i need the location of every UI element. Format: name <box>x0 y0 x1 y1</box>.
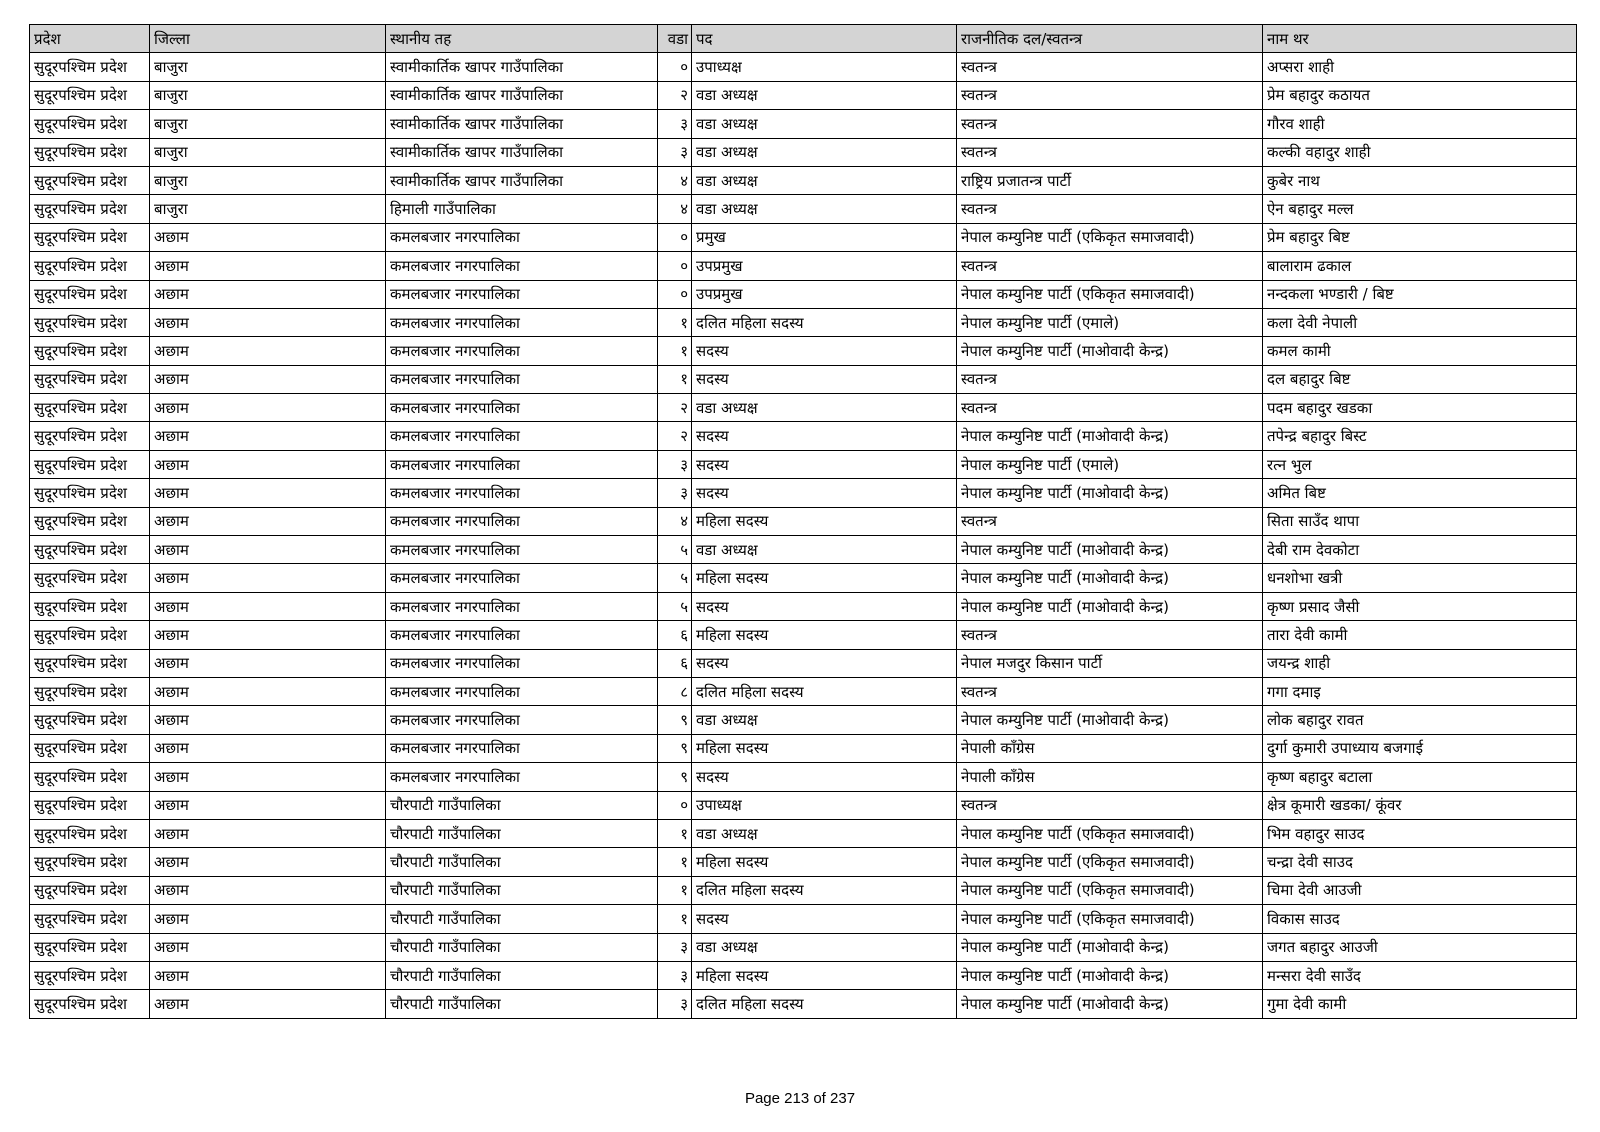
cell-post: महिला सदस्य <box>692 848 957 876</box>
cell-district: अछाम <box>150 706 386 734</box>
cell-party: नेपाल मजदुर किसान पार्टी <box>957 649 1263 677</box>
cell-party: स्वतन्त्र <box>957 621 1263 649</box>
table-header <box>30 25 1577 53</box>
cell-name: तपेन्द्र बहादुर बिस्ट <box>1263 422 1577 450</box>
table-row <box>30 81 1577 109</box>
cell-name: कल्की वहादुर शाही <box>1263 138 1577 166</box>
cell-district: अछाम <box>150 791 386 819</box>
table-row <box>30 848 1577 876</box>
cell-province: सुदूरपश्चिम प्रदेश <box>30 138 150 166</box>
cell-province: सुदूरपश्चिम प्रदेश <box>30 791 150 819</box>
cell-province: सुदूरपश्चिम प्रदेश <box>30 280 150 308</box>
cell-post: वडा अध्यक्ष <box>692 195 957 223</box>
table-row <box>30 195 1577 223</box>
cell-ward: ३ <box>658 110 692 138</box>
page-number: Page 213 of 237 <box>744 1090 856 1107</box>
cell-local-level: कमलबजार नगरपालिका <box>386 592 658 620</box>
cell-province: सुदूरपश्चिम प्रदेश <box>30 990 150 1018</box>
cell-name: कुबेर नाथ <box>1263 166 1577 194</box>
cell-party: नेपाल कम्युनिष्ट पार्टी (माओवादी केन्द्र) <box>957 990 1263 1018</box>
table-row <box>30 933 1577 961</box>
cell-ward: ० <box>658 280 692 308</box>
cell-province: सुदूरपश्चिम प्रदेश <box>30 649 150 677</box>
cell-local-level: हिमाली गाउँपालिका <box>386 195 658 223</box>
cell-name: प्रेम बहादुर बिष्ट <box>1263 223 1577 251</box>
cell-party: स्वतन्त्र <box>957 110 1263 138</box>
cell-province: सुदूरपश्चिम प्रदेश <box>30 110 150 138</box>
cell-province: सुदूरपश्चिम प्रदेश <box>30 422 150 450</box>
cell-party: नेपाल कम्युनिष्ट पार्टी (एकिकृत समाजवादी) <box>957 905 1263 933</box>
cell-name: ऐन बहादुर मल्ल <box>1263 195 1577 223</box>
cell-district: बाजुरा <box>150 81 386 109</box>
cell-name: जगत बहादुर आउजी <box>1263 933 1577 961</box>
cell-post: महिला सदस्य <box>692 564 957 592</box>
table-row <box>30 166 1577 194</box>
cell-district: अछाम <box>150 649 386 677</box>
cell-post: महिला सदस्य <box>692 507 957 535</box>
cell-local-level: चौरपाटी गाउँपालिका <box>386 819 658 847</box>
cell-party: स्वतन्त्र <box>957 677 1263 705</box>
cell-local-level: कमलबजार नगरपालिका <box>386 280 658 308</box>
cell-post: सदस्य <box>692 422 957 450</box>
header-ward: वडा <box>658 25 692 53</box>
header-local-level: स्थानीय तह <box>386 25 658 53</box>
cell-local-level: कमलबजार नगरपालिका <box>386 564 658 592</box>
cell-district: बाजुरा <box>150 166 386 194</box>
cell-name: नन्दकला भण्डारी / बिष्ट <box>1263 280 1577 308</box>
cell-name: धनशोभा खत्री <box>1263 564 1577 592</box>
table-row <box>30 649 1577 677</box>
table-row <box>30 308 1577 336</box>
cell-ward: १ <box>658 876 692 904</box>
cell-province: सुदूरपश्चिम प्रदेश <box>30 933 150 961</box>
table-row <box>30 479 1577 507</box>
cell-district: अछाम <box>150 848 386 876</box>
cell-province: सुदूरपश्चिम प्रदेश <box>30 252 150 280</box>
table-row <box>30 422 1577 450</box>
cell-party: नेपाल कम्युनिष्ट पार्टी (एकिकृत समाजवादी) <box>957 848 1263 876</box>
cell-ward: ० <box>658 252 692 280</box>
cell-ward: २ <box>658 394 692 422</box>
cell-party: नेपाल कम्युनिष्ट पार्टी (माओवादी केन्द्र) <box>957 337 1263 365</box>
cell-ward: १ <box>658 308 692 336</box>
cell-post: वडा अध्यक्ष <box>692 706 957 734</box>
cell-district: अछाम <box>150 422 386 450</box>
table-row <box>30 734 1577 762</box>
cell-province: सुदूरपश्चिम प्रदेश <box>30 479 150 507</box>
cell-local-level: चौरपाटी गाउँपालिका <box>386 961 658 989</box>
cell-local-level: कमलबजार नगरपालिका <box>386 706 658 734</box>
cell-local-level: स्वामीकार्तिक खापर गाउँपालिका <box>386 81 658 109</box>
cell-province: सुदूरपश्चिम प्रदेश <box>30 706 150 734</box>
cell-post: महिला सदस्य <box>692 961 957 989</box>
cell-post: सदस्य <box>692 479 957 507</box>
cell-name: कला देवी नेपाली <box>1263 308 1577 336</box>
cell-name: क्षेत्र कूमारी खडका/ कूंवर <box>1263 791 1577 819</box>
header-party: राजनीतिक दल/स्वतन्त्र <box>957 25 1263 53</box>
header-row <box>30 25 1577 53</box>
cell-district: बाजुरा <box>150 138 386 166</box>
cell-province: सुदूरपश्चिम प्रदेश <box>30 876 150 904</box>
table-row <box>30 564 1577 592</box>
cell-ward: ६ <box>658 649 692 677</box>
cell-local-level: कमलबजार नगरपालिका <box>386 763 658 791</box>
cell-name: गगा दमाइ <box>1263 677 1577 705</box>
cell-post: दलित महिला सदस्य <box>692 308 957 336</box>
cell-post: वडा अध्यक्ष <box>692 166 957 194</box>
header-district: जिल्ला <box>150 25 386 53</box>
cell-name: भिम वहादुर साउद <box>1263 819 1577 847</box>
table-row <box>30 819 1577 847</box>
cell-party: नेपाल कम्युनिष्ट पार्टी (माओवादी केन्द्र) <box>957 933 1263 961</box>
cell-province: सुदूरपश्चिम प्रदेश <box>30 592 150 620</box>
cell-party: स्वतन्त्र <box>957 81 1263 109</box>
cell-district: अछाम <box>150 961 386 989</box>
cell-ward: १ <box>658 905 692 933</box>
cell-post: महिला सदस्य <box>692 734 957 762</box>
cell-post: वडा अध्यक्ष <box>692 819 957 847</box>
cell-district: अछाम <box>150 734 386 762</box>
cell-name: तारा देवी कामी <box>1263 621 1577 649</box>
table-row <box>30 536 1577 564</box>
cell-post: सदस्य <box>692 365 957 393</box>
cell-province: सुदूरपश्चिम प्रदेश <box>30 53 150 81</box>
header-name: नाम थर <box>1263 25 1577 53</box>
table-row <box>30 791 1577 819</box>
cell-post: सदस्य <box>692 450 957 478</box>
cell-province: सुदूरपश्चिम प्रदेश <box>30 734 150 762</box>
cell-district: अछाम <box>150 763 386 791</box>
cell-name: जयन्द्र शाही <box>1263 649 1577 677</box>
cell-ward: ५ <box>658 564 692 592</box>
cell-party: स्वतन्त्र <box>957 507 1263 535</box>
cell-party: स्वतन्त्र <box>957 252 1263 280</box>
cell-province: सुदूरपश्चिम प्रदेश <box>30 365 150 393</box>
cell-local-level: कमलबजार नगरपालिका <box>386 365 658 393</box>
header-province: प्रदेश <box>30 25 150 53</box>
cell-province: सुदूरपश्चिम प्रदेश <box>30 507 150 535</box>
cell-local-level: कमलबजार नगरपालिका <box>386 536 658 564</box>
cell-local-level: स्वामीकार्तिक खापर गाउँपालिका <box>386 110 658 138</box>
table-row <box>30 252 1577 280</box>
cell-ward: ३ <box>658 479 692 507</box>
cell-ward: ० <box>658 223 692 251</box>
cell-district: अछाम <box>150 905 386 933</box>
cell-ward: ९ <box>658 763 692 791</box>
candidate-table <box>29 24 1577 1019</box>
cell-ward: ५ <box>658 536 692 564</box>
cell-district: अछाम <box>150 223 386 251</box>
cell-post: वडा अध्यक्ष <box>692 138 957 166</box>
cell-local-level: कमलबजार नगरपालिका <box>386 507 658 535</box>
cell-name: दल बहादुर बिष्ट <box>1263 365 1577 393</box>
cell-party: स्वतन्त्र <box>957 53 1263 81</box>
cell-post: महिला सदस्य <box>692 621 957 649</box>
table-row <box>30 706 1577 734</box>
table-row <box>30 763 1577 791</box>
cell-district: बाजुरा <box>150 110 386 138</box>
cell-province: सुदूरपश्चिम प्रदेश <box>30 223 150 251</box>
cell-district: अछाम <box>150 621 386 649</box>
cell-post: वडा अध्यक्ष <box>692 536 957 564</box>
cell-ward: ३ <box>658 450 692 478</box>
header-post: पद <box>692 25 957 53</box>
cell-party: नेपाल कम्युनिष्ट पार्टी (माओवादी केन्द्र) <box>957 479 1263 507</box>
cell-name: अप्सरा शाही <box>1263 53 1577 81</box>
cell-party: नेपाली काँग्रेस <box>957 763 1263 791</box>
cell-name: पदम बहादुर खडका <box>1263 394 1577 422</box>
cell-district: अछाम <box>150 479 386 507</box>
cell-name: बालाराम ढकाल <box>1263 252 1577 280</box>
cell-district: अछाम <box>150 592 386 620</box>
cell-local-level: चौरपाटी गाउँपालिका <box>386 791 658 819</box>
cell-ward: ३ <box>658 961 692 989</box>
table-row <box>30 876 1577 904</box>
cell-district: अछाम <box>150 280 386 308</box>
cell-province: सुदूरपश्चिम प्रदेश <box>30 394 150 422</box>
cell-ward: २ <box>658 422 692 450</box>
cell-name: लोक बहादुर रावत <box>1263 706 1577 734</box>
cell-district: अछाम <box>150 252 386 280</box>
cell-name: चिमा देवी आउजी <box>1263 876 1577 904</box>
cell-province: सुदूरपश्चिम प्रदेश <box>30 819 150 847</box>
table-row <box>30 450 1577 478</box>
cell-name: सिता साउँद थापा <box>1263 507 1577 535</box>
cell-local-level: स्वामीकार्तिक खापर गाउँपालिका <box>386 53 658 81</box>
cell-ward: ३ <box>658 933 692 961</box>
cell-party: नेपाल कम्युनिष्ट पार्टी (एकिकृत समाजवादी) <box>957 223 1263 251</box>
cell-party: नेपाल कम्युनिष्ट पार्टी (माओवादी केन्द्र) <box>957 536 1263 564</box>
cell-ward: ९ <box>658 706 692 734</box>
cell-party: नेपाली काँग्रेस <box>957 734 1263 762</box>
cell-local-level: कमलबजार नगरपालिका <box>386 479 658 507</box>
table-row <box>30 337 1577 365</box>
cell-local-level: कमलबजार नगरपालिका <box>386 337 658 365</box>
cell-ward: १ <box>658 365 692 393</box>
cell-province: सुदूरपश्चिम प्रदेश <box>30 195 150 223</box>
cell-local-level: कमलबजार नगरपालिका <box>386 422 658 450</box>
cell-post: सदस्य <box>692 592 957 620</box>
table-row <box>30 961 1577 989</box>
cell-ward: ४ <box>658 166 692 194</box>
cell-local-level: कमलबजार नगरपालिका <box>386 223 658 251</box>
cell-province: सुदूरपश्चिम प्रदेश <box>30 961 150 989</box>
cell-post: सदस्य <box>692 905 957 933</box>
table-row <box>30 677 1577 705</box>
table-row <box>30 365 1577 393</box>
table-row <box>30 223 1577 251</box>
cell-province: सुदूरपश्चिम प्रदेश <box>30 905 150 933</box>
cell-local-level: चौरपाटी गाउँपालिका <box>386 876 658 904</box>
cell-local-level: कमलबजार नगरपालिका <box>386 621 658 649</box>
table-row <box>30 53 1577 81</box>
cell-district: अछाम <box>150 365 386 393</box>
cell-province: सुदूरपश्चिम प्रदेश <box>30 536 150 564</box>
cell-ward: ४ <box>658 195 692 223</box>
cell-ward: ९ <box>658 734 692 762</box>
cell-ward: ० <box>658 791 692 819</box>
cell-name: कमल कामी <box>1263 337 1577 365</box>
cell-party: नेपाल कम्युनिष्ट पार्टी (एमाले) <box>957 308 1263 336</box>
cell-district: अछाम <box>150 536 386 564</box>
cell-party: नेपाल कम्युनिष्ट पार्टी (एकिकृत समाजवादी) <box>957 876 1263 904</box>
cell-post: वडा अध्यक्ष <box>692 933 957 961</box>
cell-local-level: कमलबजार नगरपालिका <box>386 450 658 478</box>
cell-party: नेपाल कम्युनिष्ट पार्टी (माओवादी केन्द्र) <box>957 706 1263 734</box>
table-body <box>30 53 1577 1018</box>
cell-post: सदस्य <box>692 763 957 791</box>
cell-party: स्वतन्त्र <box>957 138 1263 166</box>
cell-party: नेपाल कम्युनिष्ट पार्टी (एमाले) <box>957 450 1263 478</box>
cell-post: दलित महिला सदस्य <box>692 677 957 705</box>
cell-name: गौरव शाही <box>1263 110 1577 138</box>
cell-local-level: कमलबजार नगरपालिका <box>386 649 658 677</box>
cell-party: नेपाल कम्युनिष्ट पार्टी (माओवादी केन्द्र) <box>957 961 1263 989</box>
cell-post: वडा अध्यक्ष <box>692 394 957 422</box>
cell-name: देबी राम देवकोटा <box>1263 536 1577 564</box>
cell-local-level: कमलबजार नगरपालिका <box>386 677 658 705</box>
cell-district: अछाम <box>150 337 386 365</box>
cell-ward: ३ <box>658 990 692 1018</box>
cell-local-level: कमलबजार नगरपालिका <box>386 734 658 762</box>
cell-district: अछाम <box>150 876 386 904</box>
cell-post: उपाध्यक्ष <box>692 791 957 819</box>
cell-district: बाजुरा <box>150 195 386 223</box>
cell-post: उपप्रमुख <box>692 280 957 308</box>
cell-name: दुर्गा कुमारी उपाध्याय बजगाई <box>1263 734 1577 762</box>
cell-province: सुदूरपश्चिम प्रदेश <box>30 450 150 478</box>
cell-province: सुदूरपश्चिम प्रदेश <box>30 677 150 705</box>
cell-local-level: स्वामीकार्तिक खापर गाउँपालिका <box>386 138 658 166</box>
cell-ward: ८ <box>658 677 692 705</box>
cell-district: बाजुरा <box>150 53 386 81</box>
cell-name: कृष्ण प्रसाद जैसी <box>1263 592 1577 620</box>
cell-post: सदस्य <box>692 337 957 365</box>
cell-name: गुमा देवी कामी <box>1263 990 1577 1018</box>
table-row <box>30 110 1577 138</box>
cell-province: सुदूरपश्चिम प्रदेश <box>30 308 150 336</box>
cell-post: वडा अध्यक्ष <box>692 110 957 138</box>
cell-party: नेपाल कम्युनिष्ट पार्टी (माओवादी केन्द्र) <box>957 564 1263 592</box>
cell-post: उपप्रमुख <box>692 252 957 280</box>
cell-district: अछाम <box>150 394 386 422</box>
cell-local-level: स्वामीकार्तिक खापर गाउँपालिका <box>386 166 658 194</box>
cell-district: अछाम <box>150 990 386 1018</box>
cell-post: वडा अध्यक्ष <box>692 81 957 109</box>
cell-ward: ५ <box>658 592 692 620</box>
cell-local-level: चौरपाटी गाउँपालिका <box>386 990 658 1018</box>
table-row <box>30 507 1577 535</box>
cell-ward: ६ <box>658 621 692 649</box>
cell-province: सुदूरपश्चिम प्रदेश <box>30 848 150 876</box>
cell-local-level: कमलबजार नगरपालिका <box>386 308 658 336</box>
cell-name: कृष्ण बहादुर बटाला <box>1263 763 1577 791</box>
cell-local-level: कमलबजार नगरपालिका <box>386 252 658 280</box>
cell-post: सदस्य <box>692 649 957 677</box>
table-row <box>30 905 1577 933</box>
cell-local-level: चौरपाटी गाउँपालिका <box>386 848 658 876</box>
cell-party: नेपाल कम्युनिष्ट पार्टी (एकिकृत समाजवादी) <box>957 280 1263 308</box>
cell-province: सुदूरपश्चिम प्रदेश <box>30 81 150 109</box>
cell-party: नेपाल कम्युनिष्ट पार्टी (माओवादी केन्द्र) <box>957 422 1263 450</box>
cell-province: सुदूरपश्चिम प्रदेश <box>30 564 150 592</box>
cell-district: अछाम <box>150 933 386 961</box>
cell-ward: १ <box>658 848 692 876</box>
cell-district: अछाम <box>150 564 386 592</box>
table-row <box>30 621 1577 649</box>
cell-name: मन्सरा देवी साउँद <box>1263 961 1577 989</box>
cell-province: सुदूरपश्चिम प्रदेश <box>30 621 150 649</box>
cell-district: अछाम <box>150 819 386 847</box>
cell-post: उपाध्यक्ष <box>692 53 957 81</box>
cell-province: सुदूरपश्चिम प्रदेश <box>30 763 150 791</box>
cell-post: दलित महिला सदस्य <box>692 876 957 904</box>
cell-party: स्वतन्त्र <box>957 394 1263 422</box>
table-row <box>30 592 1577 620</box>
cell-ward: ० <box>658 53 692 81</box>
table-row <box>30 394 1577 422</box>
cell-local-level: कमलबजार नगरपालिका <box>386 394 658 422</box>
cell-local-level: चौरपाटी गाउँपालिका <box>386 905 658 933</box>
cell-province: सुदूरपश्चिम प्रदेश <box>30 337 150 365</box>
table-row <box>30 280 1577 308</box>
table-row <box>30 138 1577 166</box>
cell-ward: १ <box>658 337 692 365</box>
cell-ward: १ <box>658 819 692 847</box>
cell-post: दलित महिला सदस्य <box>692 990 957 1018</box>
cell-ward: ३ <box>658 138 692 166</box>
cell-party: राष्ट्रिय प्रजातन्त्र पार्टी <box>957 166 1263 194</box>
cell-name: अमित बिष्ट <box>1263 479 1577 507</box>
cell-name: रत्न भुल <box>1263 450 1577 478</box>
table-row <box>30 990 1577 1018</box>
cell-post: प्रमुख <box>692 223 957 251</box>
cell-name: चन्द्रा देवी साउद <box>1263 848 1577 876</box>
cell-party: स्वतन्त्र <box>957 791 1263 819</box>
cell-party: नेपाल कम्युनिष्ट पार्टी (एकिकृत समाजवादी) <box>957 819 1263 847</box>
cell-name: विकास साउद <box>1263 905 1577 933</box>
cell-local-level: चौरपाटी गाउँपालिका <box>386 933 658 961</box>
cell-ward: ४ <box>658 507 692 535</box>
cell-name: प्रेम बहादुर कठायत <box>1263 81 1577 109</box>
cell-district: अछाम <box>150 507 386 535</box>
cell-district: अछाम <box>150 450 386 478</box>
cell-party: नेपाल कम्युनिष्ट पार्टी (माओवादी केन्द्र) <box>957 592 1263 620</box>
cell-province: सुदूरपश्चिम प्रदेश <box>30 166 150 194</box>
cell-ward: २ <box>658 81 692 109</box>
cell-party: स्वतन्त्र <box>957 365 1263 393</box>
cell-district: अछाम <box>150 677 386 705</box>
cell-district: अछाम <box>150 308 386 336</box>
cell-party: स्वतन्त्र <box>957 195 1263 223</box>
